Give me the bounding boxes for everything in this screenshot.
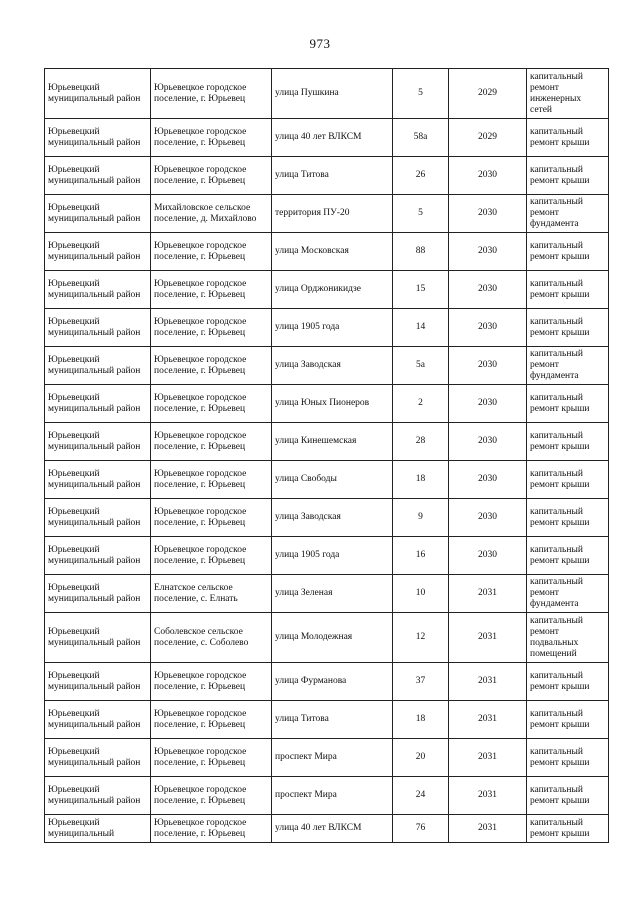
- settlement-cell: Юрьевецкое городское поселение, г. Юрьевец: [151, 233, 272, 271]
- settlement-cell: Юрьевецкое городское поселение, г. Юрьевец: [151, 461, 272, 499]
- street-cell: улица Заводская: [272, 347, 393, 385]
- year-cell: 2031: [449, 701, 527, 739]
- table-row: [45, 271, 609, 309]
- settlement-cell: Юрьевецкое городское поселение, г. Юрьевец: [151, 815, 272, 843]
- work-type-cell: капитальный ремонт крыши: [527, 119, 609, 157]
- street-cell: территория ПУ-20: [272, 195, 393, 233]
- district-cell: Юрьевецкий муниципальный район: [45, 119, 151, 157]
- district-cell: Юрьевецкий муниципальный район: [45, 385, 151, 423]
- work-type-cell: капитальный ремонт крыши: [527, 701, 609, 739]
- settlement-cell: Юрьевецкое городское поселение, г. Юрьевец: [151, 69, 272, 119]
- table-row: [45, 815, 609, 843]
- district-cell: Юрьевецкий муниципальный район: [45, 613, 151, 663]
- table-row: [45, 119, 609, 157]
- page-number: 973: [309, 36, 331, 51]
- house-number-cell: 2: [393, 385, 449, 423]
- year-cell: 2030: [449, 195, 527, 233]
- house-number-cell: 24: [393, 777, 449, 815]
- table-row: [45, 423, 609, 461]
- district-cell: Юрьевецкий муниципальный район: [45, 233, 151, 271]
- house-number-cell: 26: [393, 157, 449, 195]
- work-type-cell: капитальный ремонт крыши: [527, 537, 609, 575]
- house-number-cell: 18: [393, 461, 449, 499]
- year-cell: 2030: [449, 461, 527, 499]
- district-cell: Юрьевецкий муниципальный район: [45, 271, 151, 309]
- table-row: [45, 347, 609, 385]
- district-cell: Юрьевецкий муниципальный район: [45, 195, 151, 233]
- district-cell: Юрьевецкий муниципальный район: [45, 663, 151, 701]
- street-cell: улица Молодежная: [272, 613, 393, 663]
- street-cell: улица Зеленая: [272, 575, 393, 613]
- work-type-cell: капитальный ремонт крыши: [527, 499, 609, 537]
- district-cell: Юрьевецкий муниципальный район: [45, 777, 151, 815]
- district-cell: Юрьевецкий муниципальный район: [45, 575, 151, 613]
- street-cell: улица 40 лет ВЛКСМ: [272, 815, 393, 843]
- work-type-cell: капитальный ремонт инженерных сетей: [527, 69, 609, 119]
- district-cell: Юрьевецкий муниципальный район: [45, 537, 151, 575]
- settlement-cell: Юрьевецкое городское поселение, г. Юрьевец: [151, 385, 272, 423]
- street-cell: улица Орджоникидзе: [272, 271, 393, 309]
- house-number-cell: 12: [393, 613, 449, 663]
- settlement-cell: Юрьевецкое городское поселение, г. Юрьевец: [151, 119, 272, 157]
- street-cell: улица Заводская: [272, 499, 393, 537]
- district-cell: Юрьевецкий муниципальный район: [45, 423, 151, 461]
- work-type-cell: капитальный ремонт крыши: [527, 271, 609, 309]
- table-row: [45, 195, 609, 233]
- settlement-cell: Юрьевецкое городское поселение, г. Юрьевец: [151, 157, 272, 195]
- work-type-cell: капитальный ремонт крыши: [527, 663, 609, 701]
- settlement-cell: Юрьевецкое городское поселение, г. Юрьевец: [151, 739, 272, 777]
- table-row: [45, 663, 609, 701]
- house-number-cell: 76: [393, 815, 449, 843]
- year-cell: 2031: [449, 613, 527, 663]
- house-number-cell: 28: [393, 423, 449, 461]
- house-number-cell: 37: [393, 663, 449, 701]
- work-type-cell: капитальный ремонт крыши: [527, 461, 609, 499]
- table-row: [45, 233, 609, 271]
- work-type-cell: капитальный ремонт крыши: [527, 777, 609, 815]
- street-cell: улица Фурманова: [272, 663, 393, 701]
- house-number-cell: 9: [393, 499, 449, 537]
- table-row: [45, 701, 609, 739]
- house-number-cell: 5: [393, 69, 449, 119]
- year-cell: 2031: [449, 777, 527, 815]
- settlement-cell: Юрьевецкое городское поселение, г. Юрьевец: [151, 423, 272, 461]
- street-cell: улица 40 лет ВЛКСМ: [272, 119, 393, 157]
- house-number-cell: 18: [393, 701, 449, 739]
- street-cell: улица Кинешемская: [272, 423, 393, 461]
- year-cell: 2030: [449, 271, 527, 309]
- house-number-cell: 15: [393, 271, 449, 309]
- work-type-cell: капитальный ремонт фундамента: [527, 575, 609, 613]
- year-cell: 2030: [449, 157, 527, 195]
- settlement-cell: Юрьевецкое городское поселение, г. Юрьевец: [151, 347, 272, 385]
- district-cell: Юрьевецкий муниципальный район: [45, 701, 151, 739]
- table-row: [45, 69, 609, 119]
- house-number-cell: 10: [393, 575, 449, 613]
- settlement-cell: Юрьевецкое городское поселение, г. Юрьевец: [151, 663, 272, 701]
- table-row: [45, 613, 609, 663]
- work-type-cell: капитальный ремонт крыши: [527, 423, 609, 461]
- street-cell: улица 1905 года: [272, 309, 393, 347]
- year-cell: 2031: [449, 575, 527, 613]
- work-type-cell: капитальный ремонт крыши: [527, 385, 609, 423]
- settlement-cell: Юрьевецкое городское поселение, г. Юрьевец: [151, 701, 272, 739]
- district-cell: Юрьевецкий муниципальный район: [45, 347, 151, 385]
- house-number-cell: 20: [393, 739, 449, 777]
- settlement-cell: Юрьевецкое городское поселение, г. Юрьевец: [151, 777, 272, 815]
- table-row: [45, 739, 609, 777]
- year-cell: 2029: [449, 69, 527, 119]
- repair-schedule-table: [44, 68, 609, 843]
- house-number-cell: 5: [393, 195, 449, 233]
- district-cell: Юрьевецкий муниципальный район: [45, 309, 151, 347]
- work-type-cell: капитальный ремонт подвальных помещений: [527, 613, 609, 663]
- table-row: [45, 385, 609, 423]
- street-cell: проспект Мира: [272, 777, 393, 815]
- work-type-cell: капитальный ремонт крыши: [527, 739, 609, 777]
- settlement-cell: Елнатское сельское поселение, с. Елнать: [151, 575, 272, 613]
- year-cell: 2030: [449, 385, 527, 423]
- table-row: [45, 777, 609, 815]
- settlement-cell: Юрьевецкое городское поселение, г. Юрьевец: [151, 537, 272, 575]
- table-row: [45, 461, 609, 499]
- year-cell: 2030: [449, 347, 527, 385]
- district-cell: Юрьевецкий муниципальный район: [45, 69, 151, 119]
- district-cell: Юрьевецкий муниципальный район: [45, 499, 151, 537]
- district-cell: Юрьевецкий муниципальный район: [45, 157, 151, 195]
- settlement-cell: Юрьевецкое городское поселение, г. Юрьевец: [151, 309, 272, 347]
- year-cell: 2030: [449, 499, 527, 537]
- year-cell: 2030: [449, 309, 527, 347]
- settlement-cell: Юрьевецкое городское поселение, г. Юрьевец: [151, 499, 272, 537]
- street-cell: улица Пушкина: [272, 69, 393, 119]
- year-cell: 2030: [449, 233, 527, 271]
- work-type-cell: капитальный ремонт фундамента: [527, 195, 609, 233]
- table-row: [45, 575, 609, 613]
- street-cell: улица Юных Пионеров: [272, 385, 393, 423]
- settlement-cell: Соболевское сельское поселение, с. Соболево: [151, 613, 272, 663]
- year-cell: 2031: [449, 815, 527, 843]
- work-type-cell: капитальный ремонт крыши: [527, 233, 609, 271]
- work-type-cell: капитальный ремонт крыши: [527, 815, 609, 843]
- district-cell: Юрьевецкий муниципальный: [45, 815, 151, 843]
- street-cell: улица 1905 года: [272, 537, 393, 575]
- street-cell: улица Титова: [272, 157, 393, 195]
- work-type-cell: капитальный ремонт крыши: [527, 157, 609, 195]
- street-cell: улица Свободы: [272, 461, 393, 499]
- table-row: [45, 157, 609, 195]
- street-cell: улица Титова: [272, 701, 393, 739]
- house-number-cell: 14: [393, 309, 449, 347]
- settlement-cell: Михайловское сельское поселение, д. Михайлово: [151, 195, 272, 233]
- table-row: [45, 309, 609, 347]
- district-cell: Юрьевецкий муниципальный район: [45, 461, 151, 499]
- settlement-cell: Юрьевецкое городское поселение, г. Юрьевец: [151, 271, 272, 309]
- table-row: [45, 499, 609, 537]
- house-number-cell: 5а: [393, 347, 449, 385]
- year-cell: 2031: [449, 739, 527, 777]
- house-number-cell: 88: [393, 233, 449, 271]
- year-cell: 2029: [449, 119, 527, 157]
- street-cell: улица Московская: [272, 233, 393, 271]
- work-type-cell: капитальный ремонт фундамента: [527, 347, 609, 385]
- year-cell: 2031: [449, 663, 527, 701]
- street-cell: проспект Мира: [272, 739, 393, 777]
- table-body: [45, 69, 609, 843]
- house-number-cell: 58а: [393, 119, 449, 157]
- district-cell: Юрьевецкий муниципальный район: [45, 739, 151, 777]
- year-cell: 2030: [449, 537, 527, 575]
- work-type-cell: капитальный ремонт крыши: [527, 309, 609, 347]
- table-row: [45, 537, 609, 575]
- year-cell: 2030: [449, 423, 527, 461]
- house-number-cell: 16: [393, 537, 449, 575]
